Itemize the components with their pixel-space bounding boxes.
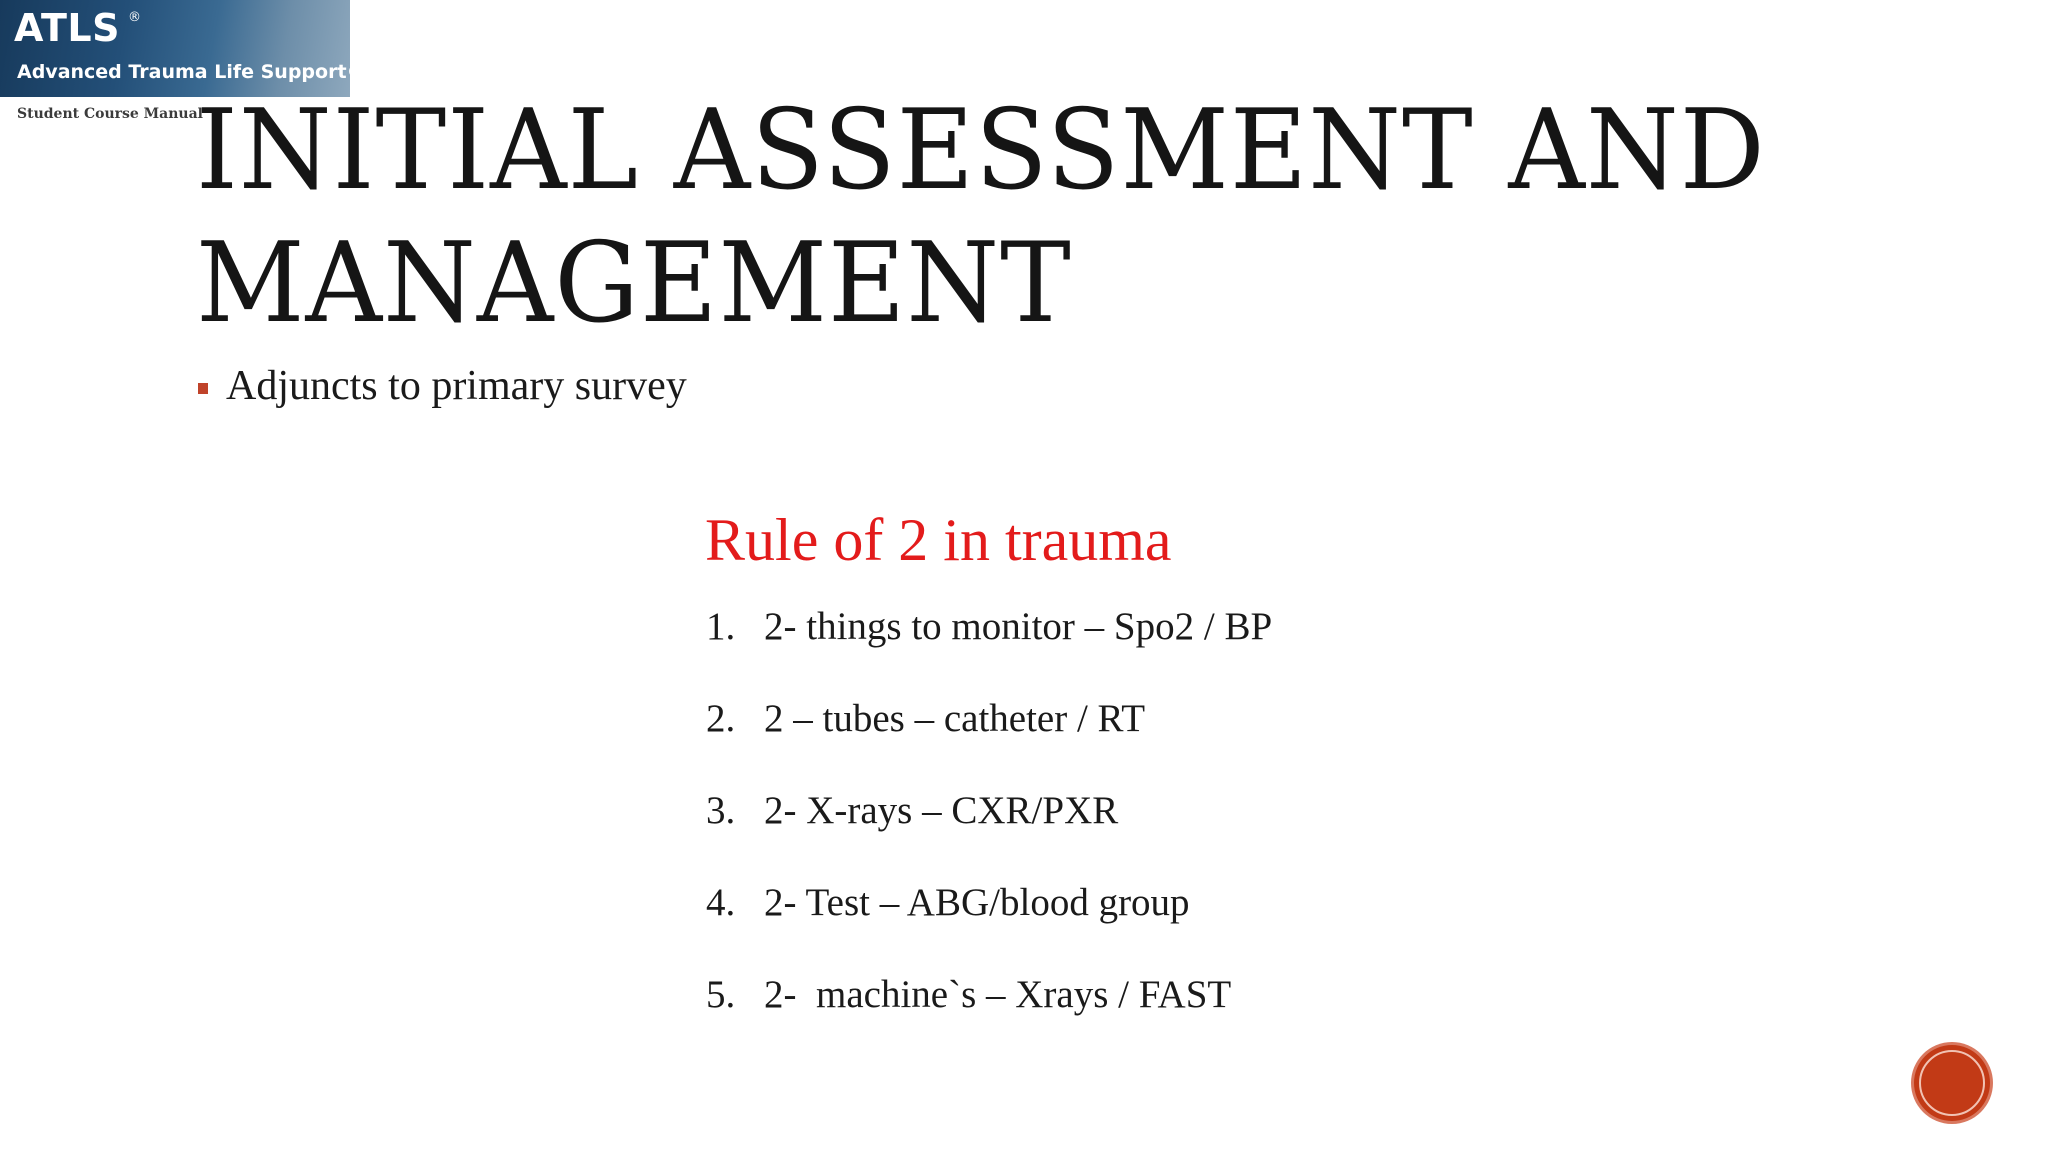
logo-manual-label: Student Course Manual — [17, 106, 203, 122]
bullet-item — [198, 362, 687, 410]
list-item-number: 5. — [706, 973, 736, 1016]
list-item-number: 3. — [706, 789, 736, 832]
list-item-number: 4. — [706, 881, 736, 924]
slide-title: INITIAL ASSESSMENT AND MANAGEMENT — [196, 86, 1766, 348]
logo-brand: ATLS — [14, 6, 120, 50]
list-item — [706, 604, 1272, 696]
list-item-number: 2. — [706, 697, 736, 740]
list-item-text: 2- Test – ABG/blood group — [764, 881, 1190, 924]
bullet-marker-icon — [198, 383, 208, 394]
list-item — [706, 696, 1272, 788]
logo-subtitle: Advanced Trauma Life Support® — [17, 61, 366, 83]
circle-icon — [1919, 1050, 1985, 1116]
bullet-text: Adjuncts to primary survey — [226, 363, 687, 409]
logo-registered-mark: ® — [128, 10, 141, 25]
list-item — [706, 880, 1272, 972]
list-item-number: 1. — [706, 605, 736, 648]
list-item-text: 2 – tubes – catheter / RT — [764, 697, 1146, 740]
list-item — [706, 788, 1272, 880]
list-item-text: 2- X-rays – CXR/PXR — [764, 789, 1119, 832]
list-item-text: 2- machine`s – Xrays / FAST — [764, 973, 1232, 1016]
slide-nav-button[interactable] — [1914, 1045, 1990, 1121]
rule-heading: Rule of 2 in trauma — [705, 507, 1172, 573]
list-item — [706, 972, 1272, 1064]
list-item-text: 2- things to monitor – Spo2 / BP — [764, 605, 1273, 648]
rule-list — [706, 604, 1272, 1064]
